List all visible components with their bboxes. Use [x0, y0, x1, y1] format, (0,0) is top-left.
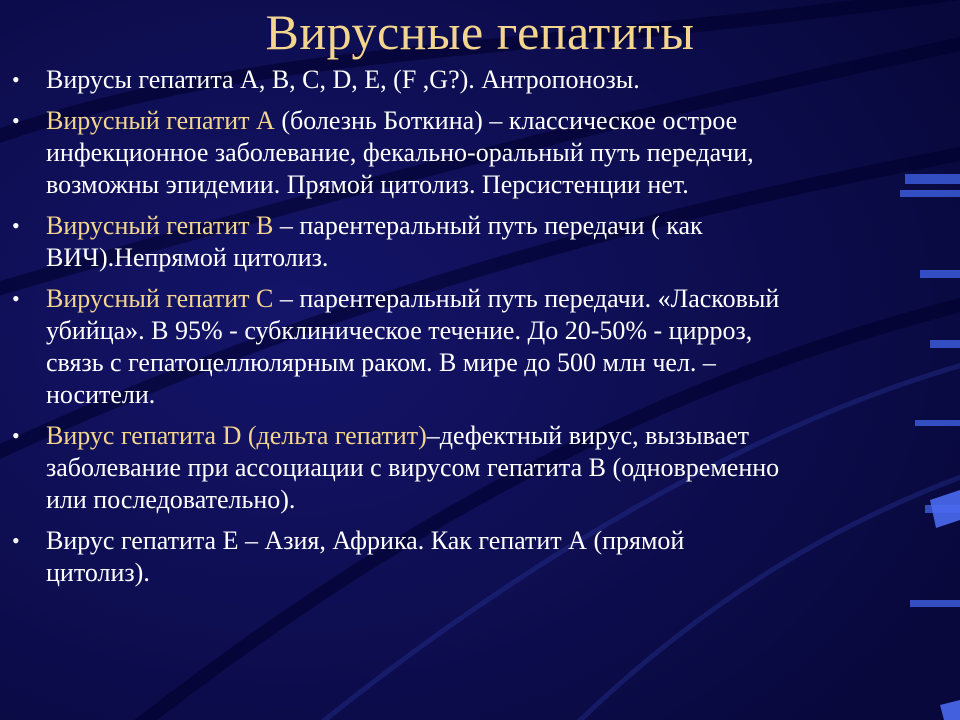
bullet-item-hepatitis-e	[10, 525, 955, 589]
bullet-dot: •	[12, 108, 20, 133]
bullet-text-rest: – парентеральный путь передачи ( как	[273, 211, 703, 240]
bullet-dot: •	[12, 528, 20, 553]
bullet-text-line: заболевание при ассоциации с вирусом гепатита В (одновременно	[46, 453, 780, 482]
bullet-text-line	[46, 420, 955, 452]
highlight-term: Вирусный гепатит С	[46, 284, 274, 313]
bullet-item-hepatitis-a	[10, 105, 955, 201]
bullet-text-line: носители.	[46, 380, 156, 409]
bullet-text-line: Вирусы гепатита А, В, С, D, Е, (F ,G?). Антропонозы.	[46, 65, 640, 94]
bullet-text-line: возможны эпидемии. Прямой цитолиз. Персистенции нет.	[46, 170, 689, 199]
bullet-text-line: Вирус гепатита Е – Азия, Африка. Как гепатит А (прямой	[46, 526, 685, 555]
bullet-text-line	[46, 105, 955, 137]
bullet-item-viruses-list	[10, 64, 955, 96]
highlight-term: Вирус гепатита D (дельта гепатит)	[46, 421, 427, 450]
bullet-text-line: убийца». В 95% - субклиническое течение. До 20-50% - цирроз,	[46, 316, 753, 345]
bullet-item-hepatitis-c	[10, 283, 955, 411]
bullet-dot: •	[12, 423, 20, 448]
bullet-text-line	[46, 283, 955, 315]
bullet-text-rest: – парентеральный путь передачи. «Ласковый	[273, 284, 780, 313]
bullet-dot: •	[12, 67, 20, 92]
highlight-term: Вирусный гепатит В	[46, 211, 274, 240]
bullet-text-rest: (болезнь Боткина) – классическое острое	[274, 106, 738, 135]
bullet-dot: •	[12, 213, 20, 238]
bullet-text-line: цитолиз).	[46, 558, 150, 587]
highlight-term: Вирусный гепатит А	[46, 106, 275, 135]
bullet-text-line: ВИЧ).Непрямой цитолиз.	[46, 243, 329, 272]
slide-title: Вирусные гепатиты	[265, 4, 695, 60]
bullet-list	[10, 64, 955, 598]
bullet-text-line: или последовательно).	[46, 485, 296, 514]
bullet-item-hepatitis-d	[10, 420, 955, 516]
bullet-dot: •	[12, 286, 20, 311]
bullet-text-rest: –дефектный вирус, вызывает	[426, 421, 749, 450]
bullet-item-hepatitis-b	[10, 210, 955, 274]
bullet-text-line: инфекционное заболевание, фекально-оральный путь передачи,	[46, 138, 754, 167]
bullet-text-line: связь с гепатоцеллюлярным раком. В мире до 500 млн чел. –	[46, 348, 716, 377]
bullet-text-line	[46, 210, 955, 242]
